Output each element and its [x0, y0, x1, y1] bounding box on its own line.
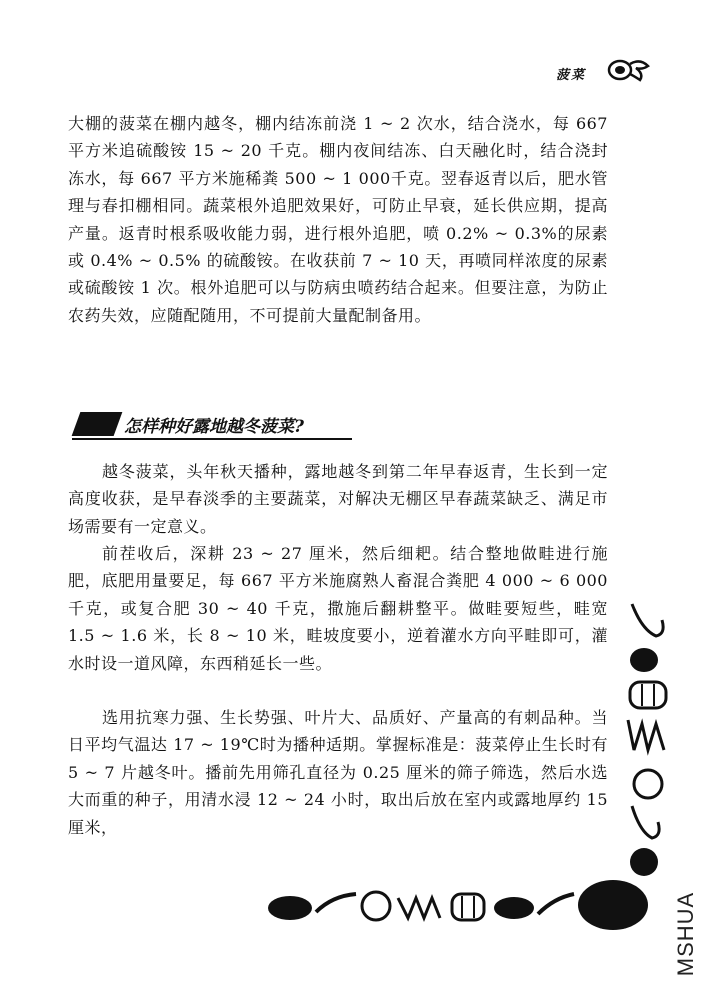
vegetable-logo-icon: [606, 56, 650, 84]
vegetable-decoration-icon: [622, 600, 674, 885]
paragraph: 越冬菠菜，头年秋天播种，露地越冬到第二年早春返青，生长到一定高度收获，是早春淡季的主要蔬菜，对解决无棚区早春蔬菜缺乏、满足市场需要有一定意义。: [68, 462, 608, 536]
running-header-title: 菠菜: [556, 68, 587, 83]
section-heading: [72, 410, 352, 440]
heading-marker: [72, 412, 123, 436]
section-heading-text: 怎样种好露地越冬菠菜?: [124, 417, 304, 437]
paragraph: 选用抗寒力强、生长势强、叶片大、品质好、产量高的有刺品种。当日平均气温达 17 ~ 19℃时为播种适期。掌握标准是：菠菜停止生长时有 5 ~ 7 片越冬叶。播前先用筛孔直径为 0.25 厘米的筛子筛选，然后水选大而重的种子，用清水浸 12 ~ 24 小时，取出后放在室内或露地厚约 15 厘米，: [68, 708, 608, 837]
watermark-text: MSHUA: [673, 891, 698, 977]
page-number-blob: [578, 880, 648, 930]
watermark: [672, 880, 702, 988]
paragraph: 大棚的菠菜在棚内越冬，棚内结冻前浇 1 ~ 2 次水，结合浇水，每 667 平方米追硫酸铵 15 ~ 20 千克。棚内夜间结冻、白天融化时，结合浇封冻水，每 667 平方米施稀粪 500 ~ 1 000千克。翌春返青以后，肥水管理与春扣棚相同。蔬菜根外追肥效果好，可防止早衰，延长供应期，提高产量。返青时根系吸收能力弱，进行根外追肥，喷 0.2% ~ 0.3%的尿素或 0.4% ~ 0.5% 的硫酸铵。在收获前 7 ~ 10 天，再喷同样浓度的尿素或硫酸铵 1 次。根外追肥可以与防病虫喷药结合起来。但要注意，为防止农药失效，应随配随用，不可提前大量配制备用。: [68, 114, 608, 325]
paragraph: 前茬收后，深耕 23 ~ 27 厘米，然后细耙。结合整地做畦进行施肥，底肥用量要足，每 667 平方米施腐熟人畜混合粪肥 4 000 ~ 6 000 千克，或复合肥 30 ~ 40 千克，撒施后翻耕整平。做畦要短些，畦宽 1.5 ~ 1.6 米，长 8 ~ 10 米，畦坡度要小，逆着灌水方向平畦即可，灌水时设一道风障，东西稍延长一些。: [68, 544, 608, 673]
